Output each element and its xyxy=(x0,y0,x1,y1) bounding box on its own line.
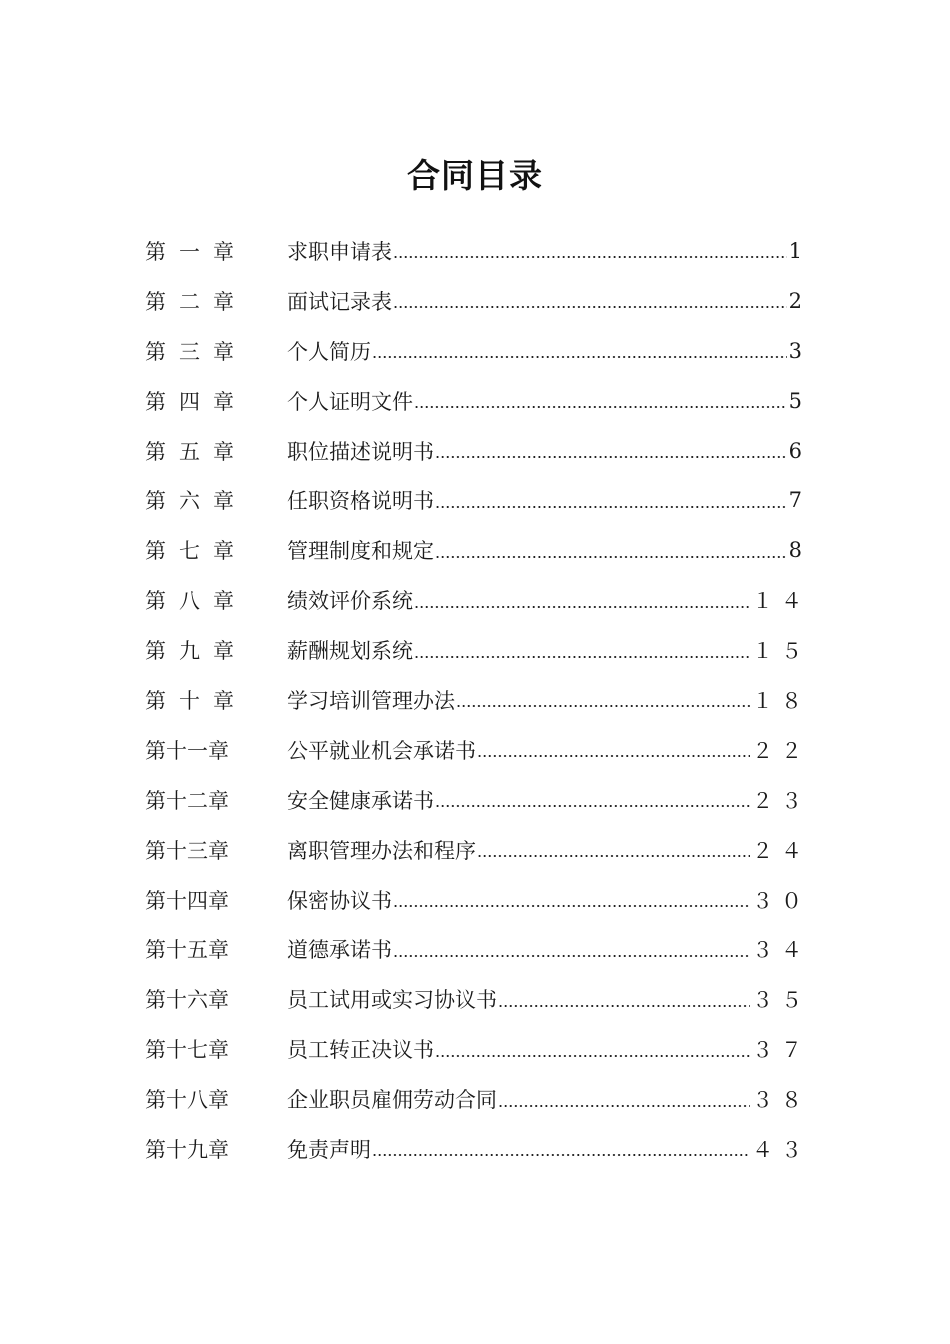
toc-entry-title: 薪酬规划系统 xyxy=(287,639,413,664)
toc-page-number: 7 xyxy=(788,488,810,513)
toc-page-number: １４ xyxy=(752,589,810,614)
toc-entry[interactable] xyxy=(145,675,810,725)
toc-entry-title: 保密协议书 xyxy=(287,888,392,913)
toc-entry-title: 个人简历 xyxy=(287,339,371,364)
toc-page-number: ３５ xyxy=(752,988,810,1013)
toc-entry[interactable] xyxy=(145,326,810,376)
toc-dot-leader xyxy=(393,889,750,910)
toc-entry[interactable] xyxy=(145,226,810,276)
toc-chapter-number: 第五章 xyxy=(145,439,247,464)
toc-chapter-number: 第六章 xyxy=(145,489,247,514)
toc-chapter-number: 第十五章 xyxy=(145,938,229,963)
toc-entry-title: 绩效评价系统 xyxy=(287,589,413,614)
toc-dot-leader xyxy=(477,839,750,860)
toc-chapter-number: 第十六章 xyxy=(145,988,229,1013)
toc-dot-leader xyxy=(414,640,750,661)
toc-dot-leader xyxy=(456,689,750,710)
toc-chapter-number: 第三章 xyxy=(145,339,247,364)
toc-page-number: 3 xyxy=(788,338,810,363)
toc-chapter-number: 第二章 xyxy=(145,289,247,314)
toc-dot-leader xyxy=(435,789,750,810)
toc-dot-leader xyxy=(498,1089,750,1110)
toc-entry[interactable] xyxy=(145,625,810,675)
toc-entry-title: 求职申请表 xyxy=(287,239,392,264)
toc-dot-leader xyxy=(435,1039,750,1060)
toc-chapter-number: 第十四章 xyxy=(145,888,229,913)
toc-entry-title: 离职管理办法和程序 xyxy=(287,838,476,863)
toc-page-number: ３４ xyxy=(752,938,810,963)
toc-entry-title: 管理制度和规定 xyxy=(287,539,434,564)
toc-page-number: ３７ xyxy=(752,1038,810,1063)
toc-entry[interactable] xyxy=(145,376,810,426)
toc-chapter-number: 第一章 xyxy=(145,239,247,264)
toc-page-number: 1 xyxy=(788,238,810,263)
toc-entry[interactable] xyxy=(145,775,810,825)
toc-entry[interactable] xyxy=(145,725,810,775)
toc-entry-title: 学习培训管理办法 xyxy=(287,688,455,713)
toc-entry[interactable] xyxy=(145,426,810,476)
toc-entry-title: 面试记录表 xyxy=(287,289,392,314)
toc-entry-title: 个人证明文件 xyxy=(287,389,413,414)
toc-chapter-number: 第十章 xyxy=(145,688,247,713)
toc-entry-title: 道德承诺书 xyxy=(287,938,392,963)
toc-page-number: 5 xyxy=(788,388,810,413)
toc-page-number: ４３ xyxy=(752,1137,810,1162)
toc-entry-title: 企业职员雇佣劳动合同 xyxy=(287,1088,497,1113)
toc-page-number: ３８ xyxy=(752,1088,810,1113)
toc-page-number: ２２ xyxy=(752,738,810,763)
toc-entry-title: 员工试用或实习协议书 xyxy=(287,988,497,1013)
toc-page-number: 8 xyxy=(788,538,810,563)
toc-page-number: １５ xyxy=(752,639,810,664)
toc-chapter-number: 第十二章 xyxy=(145,788,229,813)
toc-chapter-number: 第七章 xyxy=(145,539,247,564)
toc-dot-leader xyxy=(435,440,787,461)
toc-entry-title: 免责声明 xyxy=(287,1137,371,1162)
toc-dot-leader xyxy=(435,540,787,561)
table-of-contents xyxy=(145,226,810,1174)
toc-entry[interactable] xyxy=(145,825,810,875)
toc-entry[interactable] xyxy=(145,525,810,575)
toc-chapter-number: 第十七章 xyxy=(145,1038,229,1063)
toc-chapter-number: 第九章 xyxy=(145,639,247,664)
toc-chapter-number: 第十一章 xyxy=(145,738,229,763)
toc-entry-title: 员工转正决议书 xyxy=(287,1038,434,1063)
toc-dot-leader xyxy=(414,390,787,411)
toc-dot-leader xyxy=(477,739,750,760)
toc-dot-leader xyxy=(393,290,787,311)
toc-entry[interactable] xyxy=(145,276,810,326)
toc-entry[interactable] xyxy=(145,475,810,525)
toc-dot-leader xyxy=(498,989,750,1010)
toc-chapter-number: 第四章 xyxy=(145,389,247,414)
toc-entry-title: 任职资格说明书 xyxy=(287,489,434,514)
toc-dot-leader xyxy=(393,939,750,960)
toc-page-number: ２４ xyxy=(752,838,810,863)
toc-page-number: １８ xyxy=(752,688,810,713)
toc-entry[interactable] xyxy=(145,1024,810,1074)
toc-dot-leader xyxy=(393,240,787,261)
toc-dot-leader xyxy=(414,590,750,611)
toc-chapter-number: 第十九章 xyxy=(145,1137,229,1162)
toc-entry[interactable] xyxy=(145,924,810,974)
toc-page-number: 6 xyxy=(788,438,810,463)
toc-dot-leader xyxy=(372,340,787,361)
toc-entry[interactable] xyxy=(145,974,810,1024)
toc-entry-title: 安全健康承诺书 xyxy=(287,788,434,813)
toc-entry[interactable] xyxy=(145,575,810,625)
toc-chapter-number: 第十三章 xyxy=(145,838,229,863)
toc-entry-title: 公平就业机会承诺书 xyxy=(287,738,476,763)
toc-page-number: ３０ xyxy=(752,888,810,913)
toc-chapter-number: 第八章 xyxy=(145,589,247,614)
toc-page-number: ２３ xyxy=(752,788,810,813)
toc-entry[interactable] xyxy=(145,1124,810,1174)
toc-entry-title: 职位描述说明书 xyxy=(287,439,434,464)
toc-entry[interactable] xyxy=(145,875,810,925)
toc-page-number: 2 xyxy=(788,288,810,313)
toc-dot-leader xyxy=(372,1138,750,1159)
toc-entry[interactable] xyxy=(145,1074,810,1124)
toc-dot-leader xyxy=(435,490,787,511)
toc-chapter-number: 第十八章 xyxy=(145,1088,229,1113)
document-title: 合同目录 xyxy=(407,156,543,196)
